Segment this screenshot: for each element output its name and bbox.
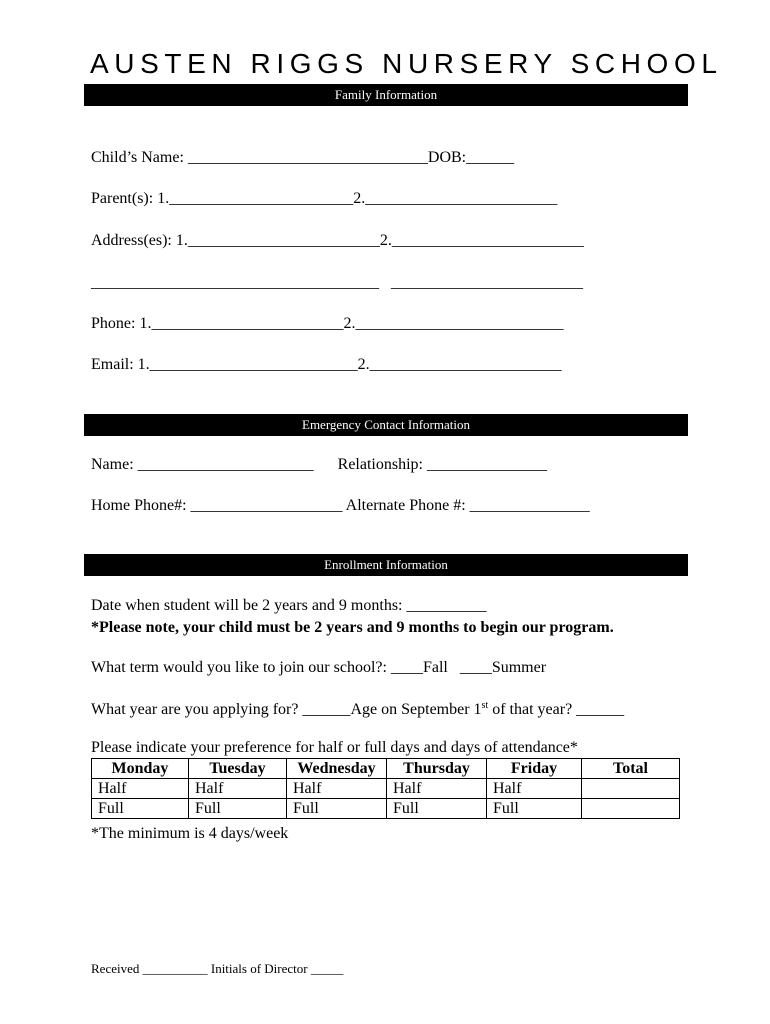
received-initials-field[interactable]: Received __________ Initials of Director _____ (91, 961, 344, 976)
emergency-phones-field[interactable]: Home Phone#: ___________________ Alternate Phone #: _______________ (91, 497, 590, 514)
parents-field[interactable]: Parent(s): 1._______________________2.________________________ (91, 190, 558, 207)
full-tuesday-cell[interactable]: Full (188, 799, 286, 819)
header-friday: Friday (487, 759, 582, 779)
half-friday-cell[interactable]: Half (487, 779, 582, 799)
header-total: Total (581, 759, 679, 779)
enrollment-information-header: Enrollment Information (84, 554, 688, 576)
half-wednesday-cell[interactable]: Half (286, 779, 386, 799)
full-total-cell[interactable] (581, 799, 679, 819)
year-applying-text: What year are you applying for? ______Age on September 1 (91, 701, 482, 718)
family-information-header: Family Information (84, 84, 688, 106)
page-title: AUSTEN RIGGS NURSERY SCHOOL (90, 48, 723, 79)
half-tuesday-cell[interactable]: Half (188, 779, 286, 799)
header-tuesday: Tuesday (188, 759, 286, 779)
childs-name-dob-field[interactable]: Child’s Name: ______________________________DOB:______ (91, 149, 515, 166)
table-row (92, 779, 680, 799)
header-wednesday: Wednesday (286, 759, 386, 779)
header-monday: Monday (92, 759, 189, 779)
year-applying-field[interactable] (91, 700, 624, 720)
minimum-days-note: *The minimum is 4 days/week (91, 825, 289, 842)
half-monday-cell[interactable]: Half (92, 779, 189, 799)
attendance-table (91, 758, 680, 819)
age-date-field[interactable]: Date when student will be 2 years and 9 months: __________ (91, 597, 487, 614)
full-thursday-cell[interactable]: Full (386, 799, 486, 819)
address-continued-field[interactable]: ____________________________________ ________________________ (91, 274, 583, 291)
table-row (92, 799, 680, 819)
age-requirement-note: *Please note, your child must be 2 years and 9 months to begin our program. (91, 619, 614, 636)
header-thursday: Thursday (386, 759, 486, 779)
attendance-preference-instruction: Please indicate your preference for half or full days and days of attendance* (91, 739, 578, 756)
ordinal-suffix: st (481, 700, 489, 711)
table-header-row (92, 759, 680, 779)
full-friday-cell[interactable]: Full (487, 799, 582, 819)
email-field[interactable]: Email: 1.__________________________2.________________________ (91, 356, 562, 373)
emergency-contact-header: Emergency Contact Information (84, 414, 688, 436)
emergency-name-relationship-field[interactable]: Name: ______________________ Relationship: _______________ (91, 456, 547, 473)
full-monday-cell[interactable]: Full (92, 799, 189, 819)
half-total-cell[interactable] (581, 779, 679, 799)
half-thursday-cell[interactable]: Half (386, 779, 486, 799)
age-september-text: of that year? ______ (488, 701, 625, 718)
full-wednesday-cell[interactable]: Full (286, 799, 386, 819)
phone-field[interactable]: Phone: 1.________________________2.__________________________ (91, 315, 564, 332)
term-field[interactable]: What term would you like to join our school?: ____Fall ____Summer (91, 659, 547, 676)
addresses-field[interactable]: Address(es): 1.________________________2.________________________ (91, 232, 584, 249)
